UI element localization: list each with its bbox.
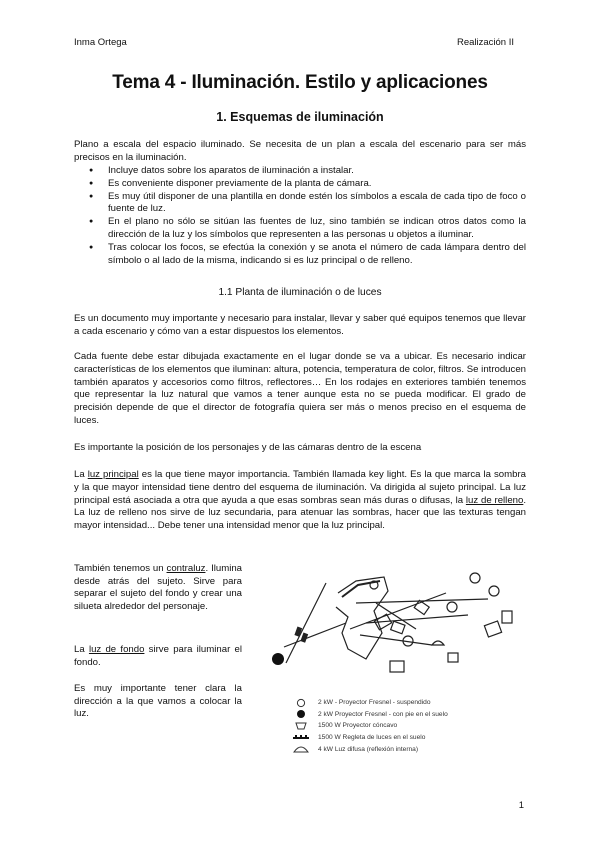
term-fill-light: luz de relleno bbox=[465, 494, 524, 506]
legend-item: 1500 W Regleta de luces en el suelo bbox=[290, 732, 520, 744]
list-item: ● En el plano no sólo se sitúan las fuentes de luz, sino también se indican otros datos como la dirección de la luz y los símbolos que representen a las personas u objetos a iluminar. bbox=[74, 216, 526, 242]
term-background-light: luz de fondo bbox=[88, 644, 145, 655]
light-beam bbox=[284, 623, 346, 647]
softlight-symbol bbox=[484, 621, 501, 637]
fresnel-suspended-icon bbox=[290, 698, 312, 708]
spotlight-symbol bbox=[470, 573, 480, 583]
header-author: Inma Ortega bbox=[74, 37, 127, 48]
diagram-legend bbox=[290, 697, 520, 755]
fresnel-floor-symbol bbox=[272, 653, 284, 665]
term-backlight: contraluz bbox=[166, 563, 206, 574]
legend-item: 1500 W Proyector cóncavo bbox=[290, 720, 520, 732]
lighting-plan-diagram bbox=[256, 563, 528, 693]
light-beam bbox=[360, 635, 432, 645]
paragraph-backlight: También tenemos un contraluz. Ilumina desde atrás del sujeto. Sirve para separar el sujeto del fondo y crear una silueta alrededor del personaje. bbox=[74, 563, 242, 612]
list-item: ● Incluye datos sobre los aparatos de iluminación a instalar. bbox=[74, 165, 526, 178]
paragraph: Cada fuente debe estar dibujada exactamente en el lugar donde se va a ubicar. Es necesario indicar características de los elementos que iluminan: altura, potencia, temperatura de color, filtros. Se introducen también aparatos y accesorios como filtros, reflectores… En los rodajes en exteriores también tenemos que representar la luz natural que vamos a tener aunque esta no se pueda modificar. El grado de precisión depende de que el director de fotografía quiera ser más o menos preciso en el esquema de luces. bbox=[74, 351, 526, 426]
list-item: ● Es muy útil disponer de una plantilla en donde estén los símbolos a escala de cada tipo de foco o fuente de luz. bbox=[74, 191, 526, 217]
spotlight-symbol bbox=[489, 586, 499, 596]
subject-symbol bbox=[414, 600, 429, 614]
page-number: 1 bbox=[518, 800, 524, 811]
concave-spot-symbol bbox=[432, 641, 444, 645]
legend-item: 2 kW Proyector Fresnel - con pie en el suelo bbox=[290, 709, 520, 721]
spotlight-symbol bbox=[447, 602, 457, 612]
legend-item: 2 kW - Proyector Fresnel - suspendido bbox=[290, 697, 520, 709]
paragraph: Es importante la posición de los personajes y de las cámaras dentro de la escena bbox=[74, 442, 422, 453]
intro-paragraph: Plano a escala del espacio iluminado. Se necesita de un plan a escala del escenario para ser más precisos en la iluminación. bbox=[74, 139, 526, 163]
paragraph: Es un documento muy importante y necesario para instalar, llevar y saber qué equipos tenemos que llevar a cada escenario y cómo van a estar dispuestos los elementos. bbox=[74, 313, 526, 337]
light-beam bbox=[350, 593, 446, 629]
list-item: ● Tras colocar los focos, se efectúa la conexión y se anota el número de cada lámpara dentro del símbolo o al lado de la misma, indicando si es luz principal o de relleno. bbox=[74, 242, 526, 268]
floor-light-symbol bbox=[390, 661, 404, 672]
floor-strip-icon bbox=[290, 733, 312, 743]
header-course: Realización II bbox=[456, 37, 514, 48]
diffuse-light-icon bbox=[290, 744, 312, 754]
boom-stand bbox=[286, 583, 326, 663]
subject-symbol bbox=[391, 621, 405, 634]
subsection-heading: 1.1 Planta de iluminación o de luces bbox=[218, 287, 382, 298]
concave-projector-icon bbox=[290, 721, 312, 731]
page-title: Tema 4 - Iluminación. Estilo y aplicaciones bbox=[112, 72, 488, 93]
term-key-light: luz principal bbox=[87, 469, 139, 480]
softlight-symbol bbox=[502, 611, 512, 623]
paragraph-direction: Es muy importante tener clara la dirección a la que vamos a colocar la luz. bbox=[74, 683, 242, 720]
section-heading: 1. Esquemas de iluminación bbox=[216, 110, 384, 124]
paragraph-background-light: La luz de fondo sirve para iluminar el fondo. bbox=[74, 644, 242, 668]
fresnel-floor-icon bbox=[290, 709, 312, 719]
floor-light-symbol bbox=[448, 653, 458, 662]
bullet-list bbox=[74, 165, 526, 267]
list-item: ● Es conveniente disponer previamente de la planta de cámara. bbox=[74, 178, 526, 191]
legend-item: 4 kW Luz difusa (reflexión interna) bbox=[290, 743, 520, 755]
light-beam bbox=[366, 615, 468, 623]
paragraph-key-light: La luz principal es la que tiene mayor importancia. También llamada key light. Es la que marca la sombra y la que mayor intensidad tiene dentro del esquema de iluminación. Va dirigida al sujeto principal. La luz principal está asociada a otra que ayuda a que esas sombras sean más duras o difusas, la luz de relleno. La luz de relleno nos sirve de luz secundaria, para atenuar las sombras, hacer que las texturas tengan mayor intensidad... Debe tener una intensidad menor que la luz principal. bbox=[74, 469, 526, 532]
